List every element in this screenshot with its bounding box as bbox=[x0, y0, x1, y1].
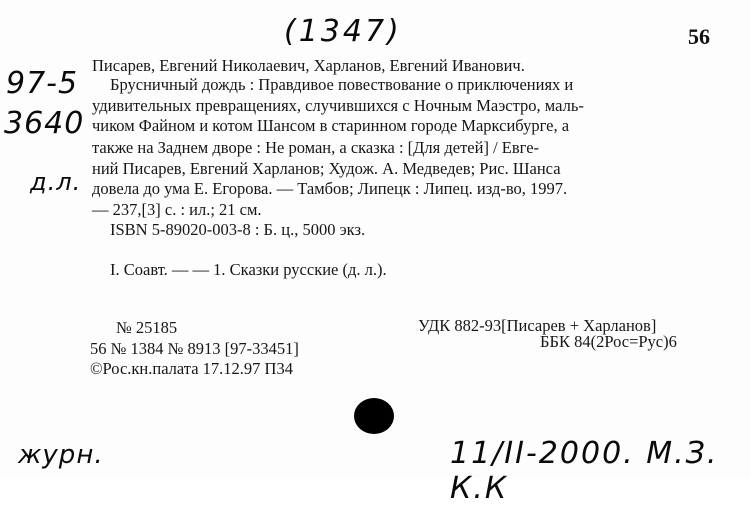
handwritten-bottom-right: 11/II-2000. М.З. К.К bbox=[450, 436, 719, 506]
entry-line: — 237,[3] с. : ил.; 21 см. bbox=[92, 200, 262, 219]
handwritten-margin-note: д.л. bbox=[30, 168, 82, 196]
handwritten-bracket-number: (1347) bbox=[284, 14, 402, 49]
isbn-line: ISBN 5-89020-003-8 : Б. ц., 5000 экз. bbox=[110, 220, 366, 239]
entry-line: Брусничный дождь : Правдивое повествование о приключениях и bbox=[110, 75, 574, 94]
subject-line: I. Соавт. — — 1. Сказки русские (д. л.). bbox=[110, 260, 387, 279]
entry-heading: Писарев, Евгений Николаевич, Харланов, Евгений Иванович. bbox=[92, 56, 525, 75]
udk-code: УДК 882-93[Писарев + Харланов] bbox=[418, 316, 657, 335]
ink-blot bbox=[354, 398, 394, 434]
handwritten-shelf-mark-top: 97-5 bbox=[6, 66, 79, 101]
page-number: 56 bbox=[688, 24, 710, 49]
book-chamber-line: ©Рос.кн.палата 17.12.97 П34 bbox=[90, 359, 293, 378]
entry-line: также на Заднем дворе : Не роман, а сказка : [Для детей] / Евге- bbox=[92, 138, 540, 157]
entry-line: удивительных превращениях, случившихся с Ночным Маэстро, маль- bbox=[92, 96, 584, 115]
entry-line: чиком Файном и котом Шансом в старинном городе Марксибурге, а bbox=[92, 116, 570, 135]
handwritten-shelf-mark-bottom: 3640 bbox=[4, 106, 85, 141]
handwritten-bottom-left: журн. bbox=[18, 440, 104, 470]
bbk-code: ББК 84(2Рос=Рус)6 bbox=[540, 332, 677, 351]
entry-line: довела до ума Е. Егорова. — Тамбов; Липецк : Липец. изд-во, 1997. bbox=[92, 179, 568, 198]
entry-line: ний Писарев, Евгений Харланов; Худож. А. Медведев; Рис. Шанса bbox=[92, 159, 561, 178]
card-number: № 25185 bbox=[116, 318, 178, 337]
registry-line: 56 № 1384 № 8913 [97-33451] bbox=[90, 339, 299, 358]
